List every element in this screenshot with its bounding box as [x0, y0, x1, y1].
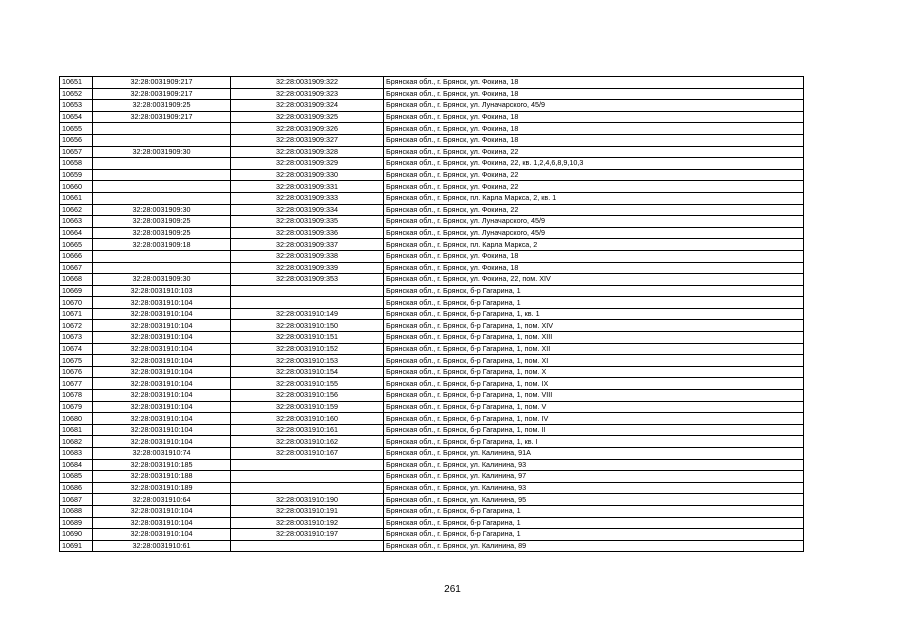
parent-cadastral-number-cell: 32:28:0031909:217 — [93, 88, 231, 100]
parent-cadastral-number-cell — [93, 250, 231, 262]
row-number-cell: 10659 — [60, 169, 93, 181]
row-number-cell: 10663 — [60, 216, 93, 228]
row-number-cell: 10678 — [60, 390, 93, 402]
parent-cadastral-number-cell: 32:28:0031910:104 — [93, 378, 231, 390]
address-cell: Брянская обл., г. Брянск, ул. Луначарского, 45/9 — [384, 216, 804, 228]
cadastral-number-cell — [231, 285, 384, 297]
address-cell: Брянская обл., г. Брянск, ул. Калинина, 93 — [384, 459, 804, 471]
address-cell: Брянская обл., г. Брянск, ул. Фокина, 18 — [384, 111, 804, 123]
cadastral-number-cell: 32:28:0031910:160 — [231, 413, 384, 425]
address-cell: Брянская обл., г. Брянск, ул. Фокина, 22 — [384, 204, 804, 216]
table-row — [60, 459, 804, 471]
cadastral-number-cell: 32:28:0031910:162 — [231, 436, 384, 448]
cadastral-number-cell: 32:28:0031909:322 — [231, 77, 384, 89]
address-cell: Брянская обл., г. Брянск, б-р Гагарина, 1, пом. V — [384, 401, 804, 413]
row-number-cell: 10672 — [60, 320, 93, 332]
address-cell: Брянская обл., г. Брянск, б-р Гагарина, 1 — [384, 505, 804, 517]
parent-cadastral-number-cell: 32:28:0031910:74 — [93, 448, 231, 460]
cadastral-number-cell: 32:28:0031910:197 — [231, 529, 384, 541]
table-row — [60, 494, 804, 506]
cadastral-number-cell: 32:28:0031910:161 — [231, 424, 384, 436]
address-cell: Брянская обл., г. Брянск, б-р Гагарина, 1, пом. XI — [384, 355, 804, 367]
parent-cadastral-number-cell: 32:28:0031910:104 — [93, 366, 231, 378]
address-cell: Брянская обл., г. Брянск, ул. Фокина, 22 — [384, 181, 804, 193]
row-number-cell: 10690 — [60, 529, 93, 541]
table-row — [60, 529, 804, 541]
cadastral-number-cell: 32:28:0031909:327 — [231, 134, 384, 146]
address-cell: Брянская обл., г. Брянск, ул. Калинина, 93 — [384, 482, 804, 494]
cadastral-number-cell: 32:28:0031909:329 — [231, 158, 384, 170]
parent-cadastral-number-cell — [93, 181, 231, 193]
table-row — [60, 413, 804, 425]
parent-cadastral-number-cell: 32:28:0031910:61 — [93, 540, 231, 552]
row-number-cell: 10685 — [60, 471, 93, 483]
cadastral-number-cell: 32:28:0031909:324 — [231, 100, 384, 112]
row-number-cell: 10668 — [60, 274, 93, 286]
row-number-cell: 10657 — [60, 146, 93, 158]
table-row — [60, 158, 804, 170]
parent-cadastral-number-cell: 32:28:0031910:104 — [93, 297, 231, 309]
address-cell: Брянская обл., г. Брянск, ул. Фокина, 22 — [384, 169, 804, 181]
parent-cadastral-number-cell: 32:28:0031909:30 — [93, 204, 231, 216]
table-row — [60, 390, 804, 402]
cadastral-number-cell: 32:28:0031910:156 — [231, 390, 384, 402]
parent-cadastral-number-cell: 32:28:0031909:30 — [93, 274, 231, 286]
table-row — [60, 250, 804, 262]
address-cell: Брянская обл., г. Брянск, б-р Гагарина, 1, пом. XIII — [384, 332, 804, 344]
address-cell: Брянская обл., г. Брянск, б-р Гагарина, 1, пом. VIII — [384, 390, 804, 402]
table-row — [60, 100, 804, 112]
cadastral-number-cell: 32:28:0031910:150 — [231, 320, 384, 332]
parent-cadastral-number-cell: 32:28:0031910:104 — [93, 401, 231, 413]
table-row — [60, 227, 804, 239]
parent-cadastral-number-cell: 32:28:0031909:25 — [93, 216, 231, 228]
cadastral-number-cell: 32:28:0031909:326 — [231, 123, 384, 135]
row-number-cell: 10666 — [60, 250, 93, 262]
address-cell: Брянская обл., г. Брянск, ул. Фокина, 18 — [384, 250, 804, 262]
cadastral-number-cell: 32:28:0031910:149 — [231, 308, 384, 320]
table-row — [60, 216, 804, 228]
address-cell: Брянская обл., г. Брянск, б-р Гагарина, 1, кв. I — [384, 436, 804, 448]
row-number-cell: 10691 — [60, 540, 93, 552]
parent-cadastral-number-cell — [93, 192, 231, 204]
parent-cadastral-number-cell: 32:28:0031910:104 — [93, 320, 231, 332]
cadastral-number-cell: 32:28:0031910:190 — [231, 494, 384, 506]
table-row — [60, 448, 804, 460]
address-cell: Брянская обл., г. Брянск, пл. Карла Маркса, 2 — [384, 239, 804, 251]
address-cell: Брянская обл., г. Брянск, б-р Гагарина, 1, пом. XIV — [384, 320, 804, 332]
cadastral-number-cell: 32:28:0031910:191 — [231, 505, 384, 517]
table-row — [60, 308, 804, 320]
address-cell: Брянская обл., г. Брянск, ул. Калинина, 89 — [384, 540, 804, 552]
cadastral-number-cell: 32:28:0031910:159 — [231, 401, 384, 413]
address-cell: Брянская обл., г. Брянск, ул. Фокина, 22, пом. XIV — [384, 274, 804, 286]
cadastral-number-cell: 32:28:0031909:339 — [231, 262, 384, 274]
parent-cadastral-number-cell: 32:28:0031910:104 — [93, 332, 231, 344]
parent-cadastral-number-cell: 32:28:0031910:103 — [93, 285, 231, 297]
row-number-cell: 10683 — [60, 448, 93, 460]
row-number-cell: 10662 — [60, 204, 93, 216]
table-row — [60, 366, 804, 378]
row-number-cell: 10679 — [60, 401, 93, 413]
row-number-cell: 10669 — [60, 285, 93, 297]
cadastral-number-cell: 32:28:0031909:331 — [231, 181, 384, 193]
cadastral-number-cell: 32:28:0031910:192 — [231, 517, 384, 529]
parent-cadastral-number-cell: 32:28:0031910:104 — [93, 343, 231, 355]
row-number-cell: 10677 — [60, 378, 93, 390]
table-row — [60, 192, 804, 204]
row-number-cell: 10688 — [60, 505, 93, 517]
table-row — [60, 123, 804, 135]
table-row — [60, 297, 804, 309]
table-row — [60, 262, 804, 274]
table-row — [60, 517, 804, 529]
address-cell: Брянская обл., г. Брянск, ул. Калинина, 97 — [384, 471, 804, 483]
address-cell: Брянская обл., г. Брянск, ул. Луначарского, 45/9 — [384, 227, 804, 239]
cadastral-number-cell: 32:28:0031909:337 — [231, 239, 384, 251]
row-number-cell: 10652 — [60, 88, 93, 100]
address-cell: Брянская обл., г. Брянск, б-р Гагарина, 1 — [384, 297, 804, 309]
parent-cadastral-number-cell: 32:28:0031909:25 — [93, 227, 231, 239]
address-cell: Брянская обл., г. Брянск, б-р Гагарина, 1, пом. IX — [384, 378, 804, 390]
cadastral-number-cell — [231, 540, 384, 552]
parent-cadastral-number-cell: 32:28:0031909:30 — [93, 146, 231, 158]
address-cell: Брянская обл., г. Брянск, ул. Фокина, 22, кв. 1,2,4,6,8,9,10,3 — [384, 158, 804, 170]
row-number-cell: 10681 — [60, 424, 93, 436]
table-row — [60, 169, 804, 181]
table-row — [60, 355, 804, 367]
table-row — [60, 111, 804, 123]
address-cell: Брянская обл., г. Брянск, б-р Гагарина, 1, пом. X — [384, 366, 804, 378]
parent-cadastral-number-cell: 32:28:0031909:25 — [93, 100, 231, 112]
row-number-cell: 10667 — [60, 262, 93, 274]
row-number-cell: 10656 — [60, 134, 93, 146]
address-cell: Брянская обл., г. Брянск, ул. Фокина, 22 — [384, 146, 804, 158]
address-cell: Брянская обл., г. Брянск, б-р Гагарина, 1, пом. IV — [384, 413, 804, 425]
parent-cadastral-number-cell: 32:28:0031910:189 — [93, 482, 231, 494]
table-row — [60, 471, 804, 483]
parent-cadastral-number-cell: 32:28:0031910:104 — [93, 436, 231, 448]
table-row — [60, 285, 804, 297]
parent-cadastral-number-cell: 32:28:0031910:104 — [93, 505, 231, 517]
table-row — [60, 77, 804, 89]
parent-cadastral-number-cell: 32:28:0031910:104 — [93, 308, 231, 320]
row-number-cell: 10664 — [60, 227, 93, 239]
parent-cadastral-number-cell — [93, 262, 231, 274]
address-cell: Брянская обл., г. Брянск, б-р Гагарина, 1, пом. XII — [384, 343, 804, 355]
table-row — [60, 482, 804, 494]
address-cell: Брянская обл., г. Брянск, б-р Гагарина, 1, пом. II — [384, 424, 804, 436]
parent-cadastral-number-cell: 32:28:0031910:104 — [93, 517, 231, 529]
row-number-cell: 10654 — [60, 111, 93, 123]
cadastral-number-cell: 32:28:0031910:155 — [231, 378, 384, 390]
table-row — [60, 181, 804, 193]
parent-cadastral-number-cell — [93, 158, 231, 170]
cadastral-number-cell — [231, 459, 384, 471]
cadastral-number-cell: 32:28:0031909:335 — [231, 216, 384, 228]
table-row — [60, 540, 804, 552]
cadastral-table-body — [60, 77, 804, 552]
row-number-cell: 10671 — [60, 308, 93, 320]
row-number-cell: 10686 — [60, 482, 93, 494]
row-number-cell: 10682 — [60, 436, 93, 448]
row-number-cell: 10661 — [60, 192, 93, 204]
parent-cadastral-number-cell: 32:28:0031909:217 — [93, 111, 231, 123]
cadastral-number-cell: 32:28:0031909:336 — [231, 227, 384, 239]
table-row — [60, 505, 804, 517]
table-row — [60, 424, 804, 436]
table-row — [60, 239, 804, 251]
row-number-cell: 10655 — [60, 123, 93, 135]
parent-cadastral-number-cell: 32:28:0031910:104 — [93, 424, 231, 436]
row-number-cell: 10684 — [60, 459, 93, 471]
cadastral-number-cell: 32:28:0031909:353 — [231, 274, 384, 286]
parent-cadastral-number-cell: 32:28:0031910:104 — [93, 413, 231, 425]
cadastral-number-cell: 32:28:0031909:323 — [231, 88, 384, 100]
row-number-cell: 10673 — [60, 332, 93, 344]
parent-cadastral-number-cell: 32:28:0031910:104 — [93, 390, 231, 402]
table-row — [60, 146, 804, 158]
row-number-cell: 10676 — [60, 366, 93, 378]
table-row — [60, 134, 804, 146]
parent-cadastral-number-cell: 32:28:0031909:18 — [93, 239, 231, 251]
cadastral-number-cell: 32:28:0031909:328 — [231, 146, 384, 158]
address-cell: Брянская обл., г. Брянск, ул. Фокина, 18 — [384, 123, 804, 135]
address-cell: Брянская обл., г. Брянск, б-р Гагарина, 1 — [384, 529, 804, 541]
cadastral-number-cell: 32:28:0031910:154 — [231, 366, 384, 378]
parent-cadastral-number-cell: 32:28:0031910:185 — [93, 459, 231, 471]
parent-cadastral-number-cell: 32:28:0031910:104 — [93, 529, 231, 541]
table-row — [60, 320, 804, 332]
row-number-cell: 10670 — [60, 297, 93, 309]
cadastral-number-cell: 32:28:0031909:330 — [231, 169, 384, 181]
parent-cadastral-number-cell — [93, 134, 231, 146]
address-cell: Брянская обл., г. Брянск, б-р Гагарина, 1 — [384, 285, 804, 297]
cadastral-number-cell: 32:28:0031909:334 — [231, 204, 384, 216]
table-row — [60, 436, 804, 448]
address-cell: Брянская обл., г. Брянск, пл. Карла Маркса, 2, кв. 1 — [384, 192, 804, 204]
parent-cadastral-number-cell: 32:28:0031910:64 — [93, 494, 231, 506]
table-row — [60, 88, 804, 100]
row-number-cell: 10674 — [60, 343, 93, 355]
address-cell: Брянская обл., г. Брянск, б-р Гагарина, 1, кв. 1 — [384, 308, 804, 320]
cadastral-number-cell: 32:28:0031910:151 — [231, 332, 384, 344]
address-cell: Брянская обл., г. Брянск, ул. Фокина, 18 — [384, 262, 804, 274]
cadastral-number-cell: 32:28:0031910:153 — [231, 355, 384, 367]
address-cell: Брянская обл., г. Брянск, ул. Фокина, 18 — [384, 134, 804, 146]
cadastral-number-cell: 32:28:0031910:167 — [231, 448, 384, 460]
address-cell: Брянская обл., г. Брянск, ул. Калинина, 95 — [384, 494, 804, 506]
parent-cadastral-number-cell — [93, 169, 231, 181]
row-number-cell: 10687 — [60, 494, 93, 506]
row-number-cell: 10680 — [60, 413, 93, 425]
address-cell: Брянская обл., г. Брянск, ул. Фокина, 18 — [384, 88, 804, 100]
cadastral-table — [59, 76, 804, 552]
table-row — [60, 401, 804, 413]
address-cell: Брянская обл., г. Брянск, ул. Калинина, 91А — [384, 448, 804, 460]
cadastral-number-cell — [231, 471, 384, 483]
table-row — [60, 332, 804, 344]
table-row — [60, 274, 804, 286]
address-cell: Брянская обл., г. Брянск, ул. Луначарского, 45/9 — [384, 100, 804, 112]
row-number-cell: 10658 — [60, 158, 93, 170]
table-row — [60, 343, 804, 355]
row-number-cell: 10660 — [60, 181, 93, 193]
page-number: 261 — [444, 584, 461, 595]
cadastral-number-cell — [231, 482, 384, 494]
cadastral-number-cell: 32:28:0031909:325 — [231, 111, 384, 123]
row-number-cell: 10653 — [60, 100, 93, 112]
table-row — [60, 204, 804, 216]
address-cell: Брянская обл., г. Брянск, ул. Фокина, 18 — [384, 77, 804, 89]
address-cell: Брянская обл., г. Брянск, б-р Гагарина, 1 — [384, 517, 804, 529]
table-row — [60, 378, 804, 390]
row-number-cell: 10689 — [60, 517, 93, 529]
cadastral-number-cell: 32:28:0031909:338 — [231, 250, 384, 262]
parent-cadastral-number-cell: 32:28:0031910:104 — [93, 355, 231, 367]
row-number-cell: 10665 — [60, 239, 93, 251]
row-number-cell: 10651 — [60, 77, 93, 89]
parent-cadastral-number-cell — [93, 123, 231, 135]
parent-cadastral-number-cell: 32:28:0031910:188 — [93, 471, 231, 483]
cadastral-number-cell: 32:28:0031909:333 — [231, 192, 384, 204]
parent-cadastral-number-cell: 32:28:0031909:217 — [93, 77, 231, 89]
cadastral-number-cell: 32:28:0031910:152 — [231, 343, 384, 355]
cadastral-number-cell — [231, 297, 384, 309]
row-number-cell: 10675 — [60, 355, 93, 367]
